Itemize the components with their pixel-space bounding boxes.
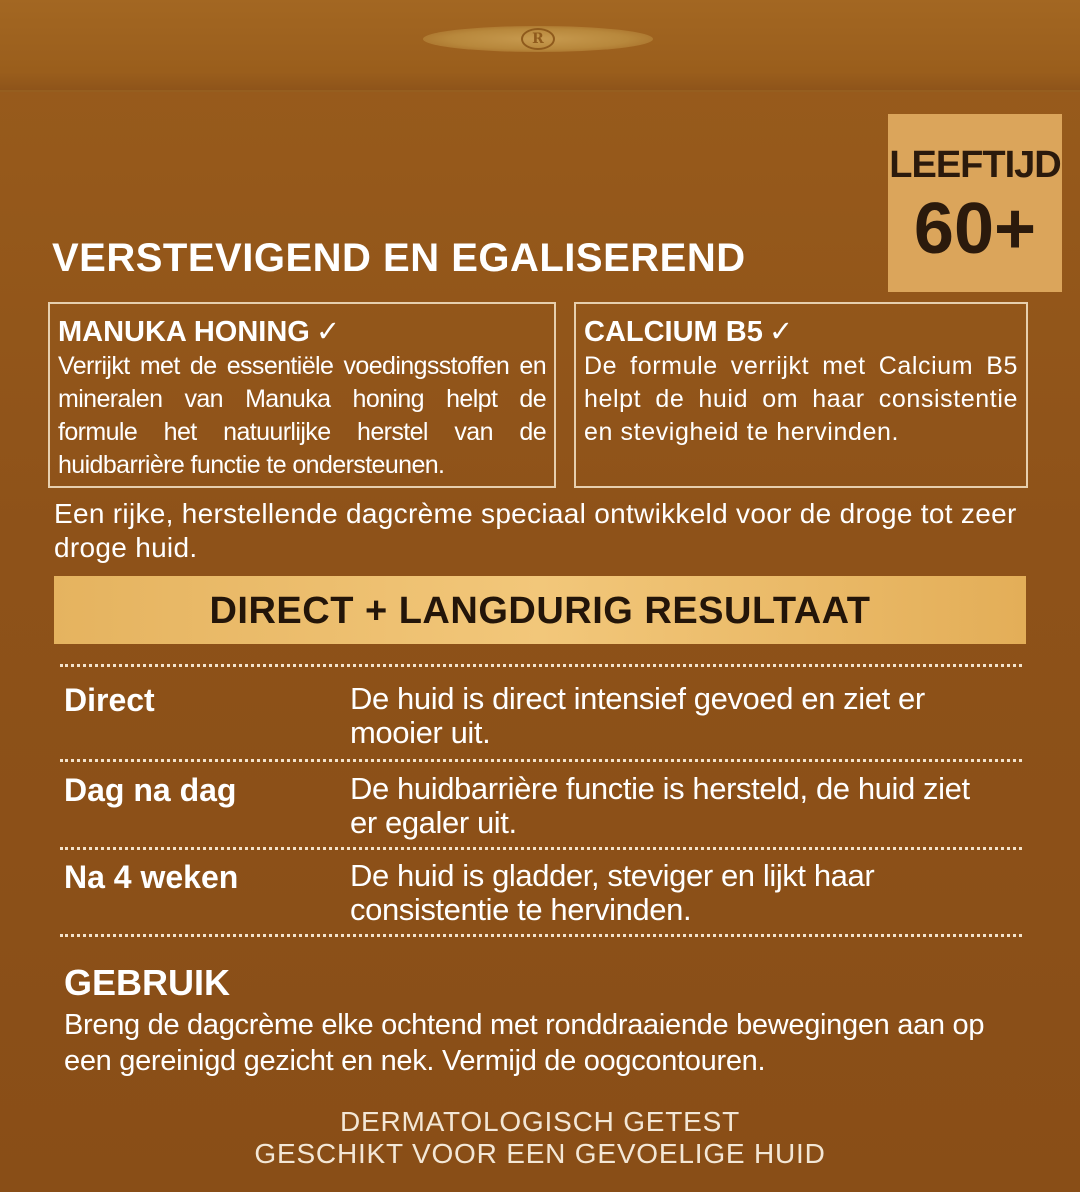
divider bbox=[60, 847, 1022, 850]
result-term: Direct bbox=[64, 682, 155, 718]
ingredient-description: Verrijkt met de essentiële voedingsstoffen en mineralen van Manuka honing helpt de formule het natuurlijke herstel van de huidbarrière functie te ondersteunen. bbox=[58, 352, 546, 479]
ingredient-description: De formule verrijkt met Calcium B5 helpt de huid om haar consistentie en stevigheid te hervinden. bbox=[584, 352, 1018, 446]
age-badge bbox=[888, 114, 1062, 292]
ingredient-card-manuka bbox=[48, 302, 556, 488]
product-headline: VERSTEVIGEND EN EGALISEREND bbox=[52, 236, 746, 280]
ingredient-name: MANUKA HONING bbox=[58, 316, 310, 348]
ingredient-title bbox=[58, 314, 546, 350]
results-banner: DIRECT + LANGDURIG RESULTAAT bbox=[54, 576, 1026, 644]
age-label: LEEFTIJD bbox=[889, 144, 1061, 186]
check-icon: ✓ bbox=[768, 316, 794, 348]
result-description: De huid is gladder, steviger en lijkt haar consistentie te hervinden. bbox=[350, 858, 875, 927]
result-description: De huid is direct intensief gevoed en ziet er mooier uit. bbox=[350, 681, 925, 750]
product-intro: Een rijke, herstellende dagcrème speciaal ontwikkeld voor de droge tot zeer droge huid. bbox=[54, 498, 1017, 563]
result-term: Na 4 weken bbox=[64, 859, 239, 895]
check-icon: ✓ bbox=[315, 316, 341, 348]
divider bbox=[60, 664, 1022, 667]
usage-title: GEBRUIK bbox=[64, 962, 231, 1003]
ingredient-title bbox=[584, 314, 1018, 350]
footer-line-sensitive-skin: GESCHIKT VOOR EEN GEVOELIGE HUID bbox=[254, 1138, 826, 1169]
divider bbox=[60, 759, 1022, 762]
footer-line-dermatological: DERMATOLOGISCH GETEST bbox=[339, 1106, 741, 1137]
brand-logo-emboss: R bbox=[423, 26, 653, 52]
box-top-edge bbox=[0, 0, 1080, 92]
age-value: 60+ bbox=[913, 189, 1037, 269]
ingredient-card-calcium bbox=[574, 302, 1028, 488]
ingredient-name: CALCIUM B5 bbox=[584, 316, 763, 348]
result-description: De huidbarrière functie is hersteld, de huid ziet er egaler uit. bbox=[350, 771, 970, 840]
footer-claims bbox=[0, 1106, 1080, 1170]
result-term: Dag na dag bbox=[64, 772, 237, 808]
usage-text: Breng de dagcrème elke ochtend met ronddraaiende bewegingen aan op een gereinigd gezicht en nek. Vermijd de oogcontouren. bbox=[64, 1009, 985, 1077]
divider bbox=[60, 934, 1022, 937]
